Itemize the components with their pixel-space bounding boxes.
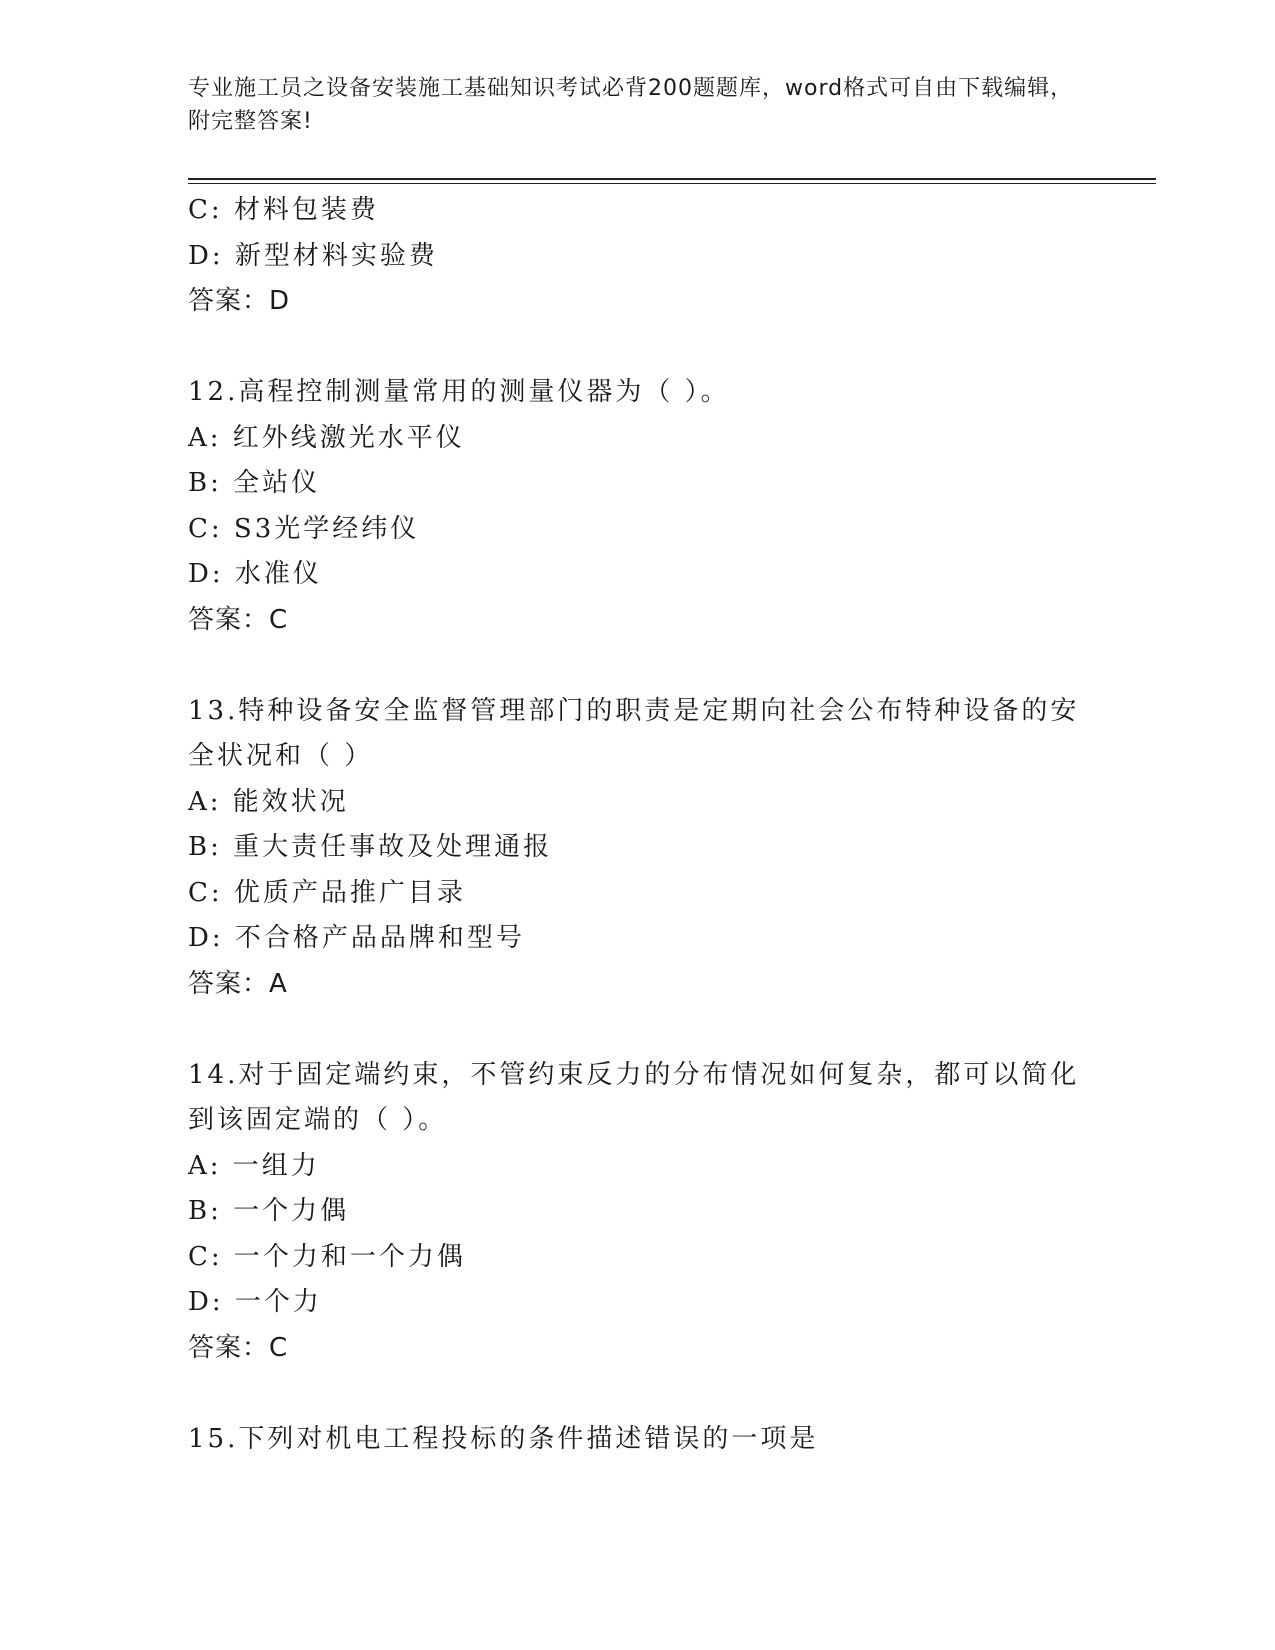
question-14 bbox=[188, 1053, 1088, 1372]
header-rule-thin bbox=[188, 183, 1156, 184]
answer: 答案：A bbox=[188, 968, 288, 999]
option-c: C: 一个力和一个力偶 bbox=[188, 1241, 466, 1272]
question-13 bbox=[188, 689, 1088, 1008]
option-b: B: 一个力偶 bbox=[188, 1196, 350, 1226]
option-a: A: 红外线激光水平仪 bbox=[188, 422, 465, 453]
option-b: B: 重大责任事故及处理通报 bbox=[188, 832, 553, 862]
answer: 答案：C bbox=[188, 1332, 289, 1363]
option-c: C: S3光学经纬仪 bbox=[188, 513, 420, 544]
option-d: D: 一个力 bbox=[188, 1287, 322, 1317]
prev-question bbox=[188, 188, 1088, 325]
question-text: 14.对于固定端约束，不管约束反力的分布情况如何复杂，都可以简化到该固定端的（ ）。 bbox=[188, 1059, 1080, 1135]
question-content bbox=[188, 188, 1088, 1462]
option-b: B: 全站仪 bbox=[188, 468, 321, 498]
question-text: 15.下列对机电工程投标的条件描述错误的一项是 bbox=[188, 1423, 819, 1454]
question-15 bbox=[188, 1417, 1088, 1463]
option-d: D: 新型材料实验费 bbox=[188, 240, 438, 271]
option-a: A: 一组力 bbox=[188, 1150, 320, 1181]
option-d: D: 不合格产品品牌和型号 bbox=[188, 923, 525, 953]
option-d: D: 水准仪 bbox=[188, 559, 322, 589]
option-c: C: 优质产品推广目录 bbox=[188, 877, 466, 908]
option-a: A: 能效状况 bbox=[188, 786, 349, 817]
answer: 答案：C bbox=[188, 604, 289, 635]
question-12 bbox=[188, 370, 1088, 643]
option-c: C: 材料包装费 bbox=[188, 195, 379, 225]
answer: 答案：D bbox=[188, 286, 291, 316]
header-rule-thick bbox=[188, 178, 1156, 180]
question-text: 13.特种设备安全监督管理部门的职责是定期向社会公布特种设备的安全状况和（ ） bbox=[188, 695, 1080, 771]
document-header: 专业施工员之设备安装施工基础知识考试必背200题题库，word格式可自由下载编辑，附完整答案! bbox=[188, 76, 1074, 134]
question-text: 12.高程控制测量常用的测量仪器为（ ）。 bbox=[188, 377, 730, 407]
